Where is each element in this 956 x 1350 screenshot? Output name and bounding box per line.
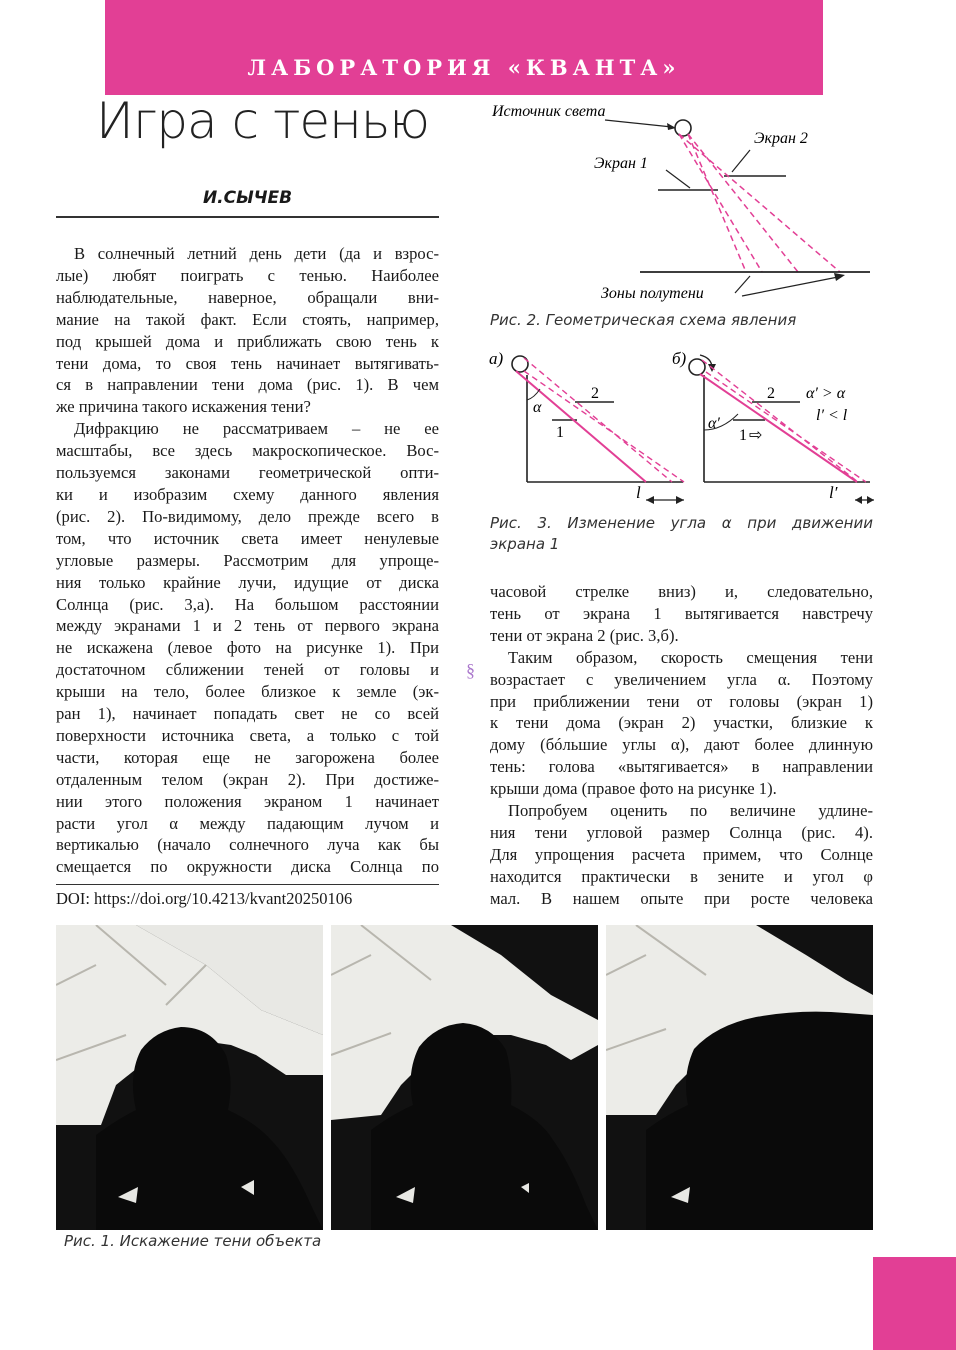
label-screen-2: Экран 2 [754,130,808,147]
panel-b-label: б) [672,349,687,368]
label-light-source: Источник света [492,103,606,120]
text-line: (рис. 2). По-видимому, дело прежде всего в [56,506,439,526]
text-line: тень от экрана 1 вытягивается навстречу [490,603,873,623]
pointer-line [732,150,750,172]
text-line: мание на такой факт. Если стоять, например, [56,309,439,329]
arrowhead [676,496,684,504]
text-line: часовой стрелке вниз) и, следовательно, [490,582,873,601]
text-line: наблюдательные, наверное, обращали вни- [56,287,439,307]
text-line: ся в направлении тени дома (рис. 1). В чем [56,375,439,395]
label-screen-1: Экран 1 [594,155,648,172]
figure-1-caption: Рис. 1. Искажение тени объекта [64,1232,322,1250]
text-line: крыши на тело, более близкое к земле (эк- [56,682,439,702]
label-penumbra: Зоны полутени [601,285,704,302]
sun-circle-b [689,359,705,375]
figure-2-caption: Рис. 2. Геометрическая схема явления [490,311,797,329]
text-line: Таким образом, скорость смещения тени [508,647,873,667]
caption-line: экрана 1 [490,535,560,553]
text-line: мал. В нашем опыте при росте человека [490,888,873,908]
text-line: поверхности источника света, а только с той [56,725,439,745]
text-line: находится практически в зените и угол φ [490,866,873,886]
pointer-line [735,276,750,293]
dashed-rays-a [524,358,684,482]
text-line: пользуемся законами геометрической опти- [56,463,439,483]
text-line: между экранами 1 и 2 тень от первого экрана [56,616,439,636]
text-line: лые) любят поиграть с тенью. Наиболее [56,265,439,285]
seahorse-icon: § [466,660,475,680]
text-line: тени дома, то своя тень начинает вытягивать- [56,353,439,373]
screen-1-label-a: 1 [556,424,564,441]
text-line: нии этого положения экраном 1 начинает [56,791,439,811]
relation-angle: α′ > α [806,385,846,402]
length-label-b: l′ [829,483,838,502]
text-line: крыши дома (правое фото на рисунке 1). [490,779,777,799]
figure-3-diagram [485,340,885,512]
screen-1-label-b: 1 [739,427,747,444]
shadow-photo-right [606,925,873,1230]
text-line: возрастает с увеличением угла α. Поэтому [490,669,873,689]
angle-label-a: α [533,399,542,416]
pointer-arrowhead [834,273,845,281]
text-column-right [490,581,873,910]
text-line: масштабы, все здесь макроскопическое. Вос- [56,441,439,461]
main-ray-a [516,371,646,482]
figure-3-caption [490,513,873,555]
text-line: отдаленным телом (экран 2). При достиже- [56,769,439,789]
arrowhead [646,496,654,504]
text-line: тень: голова «вытягивается» в направлении [490,757,873,777]
doi-link[interactable]: DOI: https://doi.org/10.4213/kvant20250106 [56,889,353,908]
text-line: дому (бóльшие углы α), дают более длинную [490,735,873,755]
pointer-line [605,120,672,127]
figure-2-diagram [485,96,885,308]
screen-2-label-b: 2 [767,385,775,402]
header-banner [105,0,823,95]
text-line: Для упрощения расчета примем, что Солнце [490,844,873,864]
text-line: ния тени угловой размер Солнца (рис. 4). [490,822,873,842]
text-line: ран 1), начинает попадать свет не со всей [56,704,439,724]
text-line: Дифракцию не рассматриваем – не ее [74,419,439,439]
text-line: В солнечный летний день дети (да и взрос- [74,244,439,263]
doi-divider [56,884,439,885]
panel-a-label: а) [489,349,504,368]
text-line: же причина такого искажения тени? [56,397,311,417]
pointer-line [666,170,690,188]
author-divider [56,216,439,218]
text-line: при приближении тени от головы (экран 1) [490,691,873,711]
text-line: том, что источник света имеет ненулевые [56,528,439,548]
light-rays [679,134,840,272]
length-label-a: l [636,483,641,502]
section-rubric: ЛАБОРАТОРИЯ «КВАНТА» [247,55,681,80]
text-line: ния только крайние лучи, идущие от диска [56,572,439,592]
text-line: тени от экрана 2 (рис. 3,б). [490,625,679,645]
arrowhead [867,496,874,504]
text-line: Солнца (рис. 3,а). На большом расстоянии [56,594,439,614]
text-line: расти угол α между падающим лучом и [56,813,439,833]
shadow-photo-left [56,925,323,1230]
article-title: Игра с тенью [96,92,429,150]
caption-line: Рис. 3. Изменение угла α при движении [490,514,873,532]
text-column-left [56,243,439,878]
shadow-photo-middle [331,925,598,1230]
page-edge-tab [873,1257,956,1350]
text-line: смещается по окружности диска Солнца по [56,857,439,877]
relation-length: l′ < l [816,407,848,424]
sun-circle-a [512,356,528,372]
text-line: части, которая еще не загорожена более [56,747,439,767]
text-line: к тени дома (экран 2) участки, близкие к [490,713,873,733]
text-line: не искажена (левое фото на рисунке 1). При [56,638,439,658]
text-line: под крышей дома и приближать свою тень к [56,331,439,351]
pointer-line [742,277,838,296]
text-line: ки и изобразим схему данного явления [56,484,439,504]
text-line: достаточном сближении теней от головы и [56,660,439,680]
text-line: вертикалью (начало солнечного луча как бы [56,835,439,855]
text-line: Попробуем оценить по величине удлине- [508,801,873,821]
text-line: угловые размеры. Рассмотрим для упроще- [56,550,439,570]
arrowhead [855,496,862,504]
angle-label-b: α′ [708,415,720,432]
article-author: И.СЫЧЕВ [202,188,293,208]
screen-2-label-a: 2 [591,385,599,402]
move-arrow-b: ⇨ [749,427,763,444]
